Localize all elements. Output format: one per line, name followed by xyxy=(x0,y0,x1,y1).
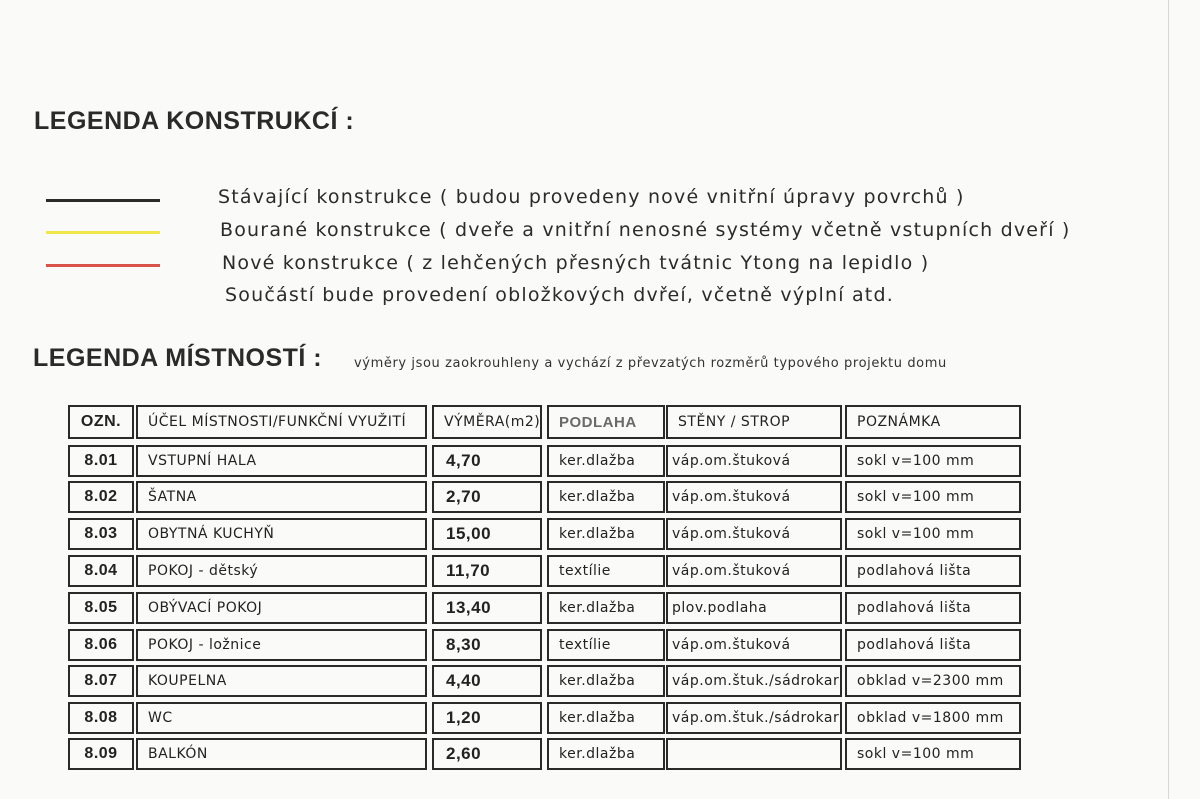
legend-extra-note: Součástí bude provedení obložkových dvřeí, včetně výplní atd. xyxy=(225,284,894,306)
cell-code: 8.05 xyxy=(68,592,134,624)
cell-area: 8,30 xyxy=(432,629,542,661)
cell-note: sokl v=100 mm xyxy=(845,738,1021,770)
cell-note: obklad v=1800 mm xyxy=(845,702,1021,734)
cell-purpose: VSTUPNÍ HALA xyxy=(136,445,427,477)
cell-walls: váp.om.štuková xyxy=(666,555,842,587)
cell-purpose: WC xyxy=(136,702,427,734)
cell-walls xyxy=(666,738,842,770)
legend-text-new: Nové konstrukce ( z lehčených přesných tvátnic Ytong na lepidlo ) xyxy=(222,252,930,274)
cell-note: sokl v=100 mm xyxy=(845,518,1021,550)
cell-code: 8.06 xyxy=(68,629,134,661)
cell-purpose: OBÝVACÍ POKOJ xyxy=(136,592,427,624)
legend-line-existing xyxy=(46,199,160,202)
cell-walls: váp.om.štuk./sádrokar xyxy=(666,665,842,697)
cell-area: 15,00 xyxy=(432,518,542,550)
cell-area: 11,70 xyxy=(432,555,542,587)
legend-rooms-note: výměry jsou zaokrouhleny a vychází z převzatých rozměrů typového projektu domu xyxy=(354,356,947,371)
legend-text-demolished: Bourané konstrukce ( dveře a vnitřní nenosné systémy včetně vstupních dveří ) xyxy=(220,219,1071,241)
cell-area: 2,70 xyxy=(432,481,542,513)
cell-code: 8.09 xyxy=(68,738,134,770)
cell-note: podlahová lišta xyxy=(845,592,1021,624)
legend-line-new xyxy=(46,264,160,267)
cell-floor: ker.dlažba xyxy=(547,665,665,697)
page-edge-line xyxy=(1168,0,1169,799)
header-note: POZNÁMKA xyxy=(845,405,1021,439)
cell-floor: ker.dlažba xyxy=(547,738,665,770)
cell-area: 4,70 xyxy=(432,445,542,477)
cell-walls: váp.om.štuková xyxy=(666,629,842,661)
cell-purpose: POKOJ - ložnice xyxy=(136,629,427,661)
cell-purpose: POKOJ - dětský xyxy=(136,555,427,587)
cell-area: 13,40 xyxy=(432,592,542,624)
cell-note: sokl v=100 mm xyxy=(845,445,1021,477)
cell-floor: ker.dlažba xyxy=(547,592,665,624)
legend-text-existing: Stávající konstrukce ( budou provedeny nové vnitřní úpravy povrchů ) xyxy=(218,186,965,208)
legend-rooms-title: LEGENDA MÍSTNOSTÍ : xyxy=(33,344,323,372)
cell-code: 8.08 xyxy=(68,702,134,734)
header-area: VÝMĚRA(m2) xyxy=(432,405,542,439)
cell-walls: váp.om.štuková xyxy=(666,445,842,477)
cell-note: obklad v=2300 mm xyxy=(845,665,1021,697)
legend-constructions-title: LEGENDA KONSTRUKCÍ : xyxy=(34,107,355,135)
cell-code: 8.07 xyxy=(68,665,134,697)
cell-walls: váp.om.štuk./sádrokar xyxy=(666,702,842,734)
cell-floor: ker.dlažba xyxy=(547,518,665,550)
cell-note: sokl v=100 mm xyxy=(845,481,1021,513)
cell-area: 2,60 xyxy=(432,738,542,770)
header-purpose: ÚČEL MÍSTNOSTI/FUNKČNÍ VYUŽITÍ xyxy=(136,405,427,439)
cell-purpose: KOUPELNA xyxy=(136,665,427,697)
cell-area: 1,20 xyxy=(432,702,542,734)
header-floor: PODLAHA xyxy=(547,405,665,439)
cell-code: 8.02 xyxy=(68,481,134,513)
cell-area: 4,40 xyxy=(432,665,542,697)
cell-walls: váp.om.štuková xyxy=(666,518,842,550)
cell-floor: ker.dlažba xyxy=(547,481,665,513)
cell-floor: textílie xyxy=(547,629,665,661)
cell-code: 8.01 xyxy=(68,445,134,477)
cell-floor: ker.dlažba xyxy=(547,702,665,734)
cell-floor: textílie xyxy=(547,555,665,587)
cell-walls: váp.om.štuková xyxy=(666,481,842,513)
cell-purpose: OBYTNÁ KUCHYŇ xyxy=(136,518,427,550)
cell-floor: ker.dlažba xyxy=(547,445,665,477)
cell-purpose: ŠATNA xyxy=(136,481,427,513)
header-walls: STĚNY / STROP xyxy=(666,405,842,439)
cell-code: 8.03 xyxy=(68,518,134,550)
cell-note: podlahová lišta xyxy=(845,629,1021,661)
legend-line-demolished xyxy=(46,231,160,234)
cell-note: podlahová lišta xyxy=(845,555,1021,587)
cell-purpose: BALKÓN xyxy=(136,738,427,770)
header-code: OZN. xyxy=(68,405,134,439)
cell-walls: plov.podlaha xyxy=(666,592,842,624)
cell-code: 8.04 xyxy=(68,555,134,587)
